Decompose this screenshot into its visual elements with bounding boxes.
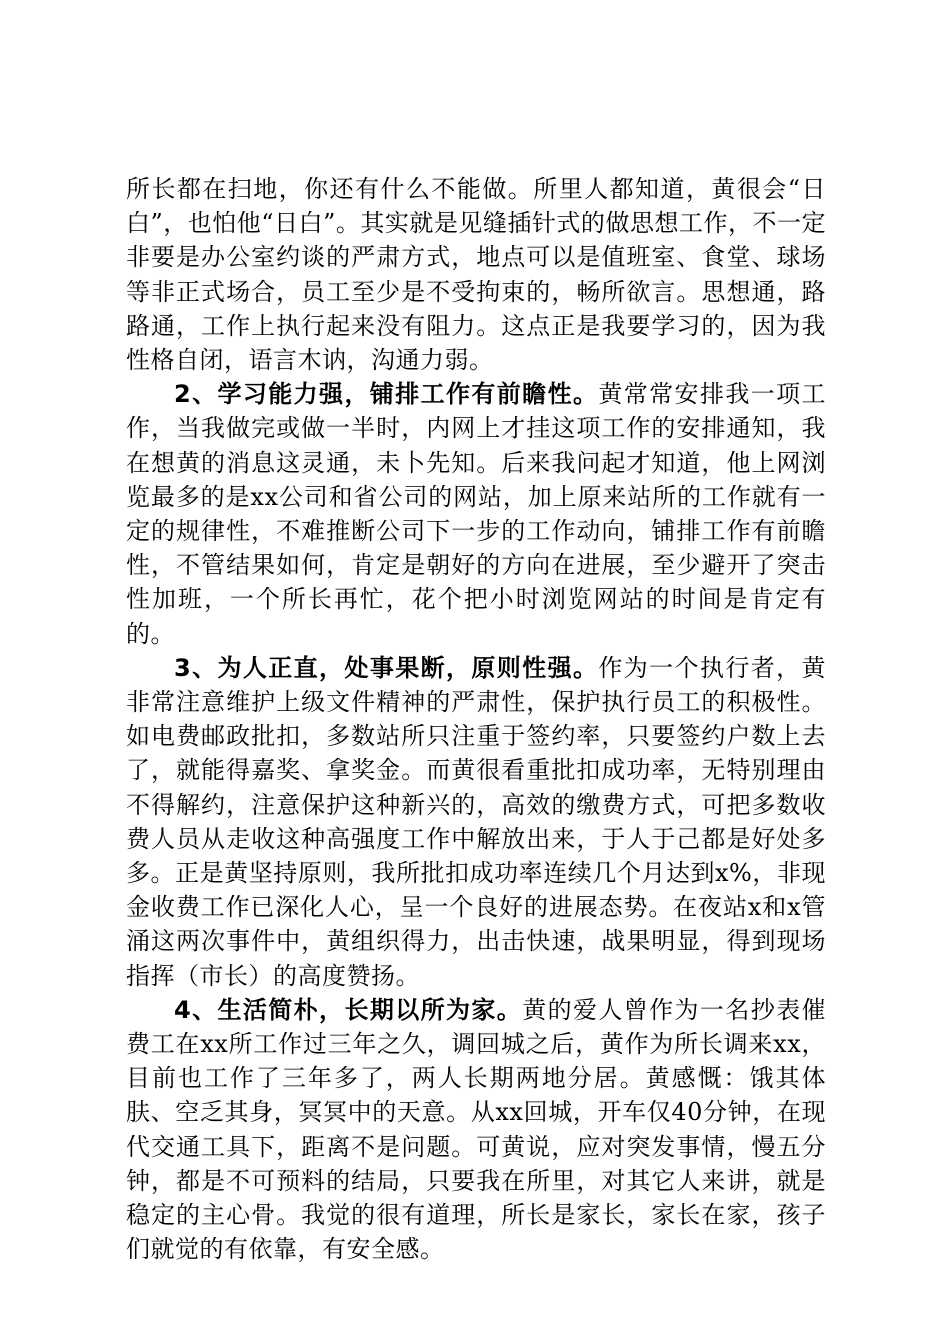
paragraph-text: 作为一个执行者，黄非常注意维护上级文件精神的严肃性，保护执行员工的积极性。如电费邮政批扣，多数站所只注重于签约率，只要签约户数上去了，就能得嘉奖、拿奖金。而黄很看重批扣成功率，无特别理由不得解约，注意保护这种新兴的，高效的缴费方式，可把多数收费人员从走收这种高强度工作中解放出来，于人于己都是好处多多。正是黄坚持原则，我所批扣成功率连续几个月达到x%，非现金收费工作已深化人心，呈一个良好的进展态势。在夜站x和x管涌这两次事件中，黄组织得力，出击快速，战果明显，得到现场指挥（市长）的高度赞扬。 [126,653,827,990]
paragraph-integrity [126,651,826,993]
paragraph-heading: 2、学习能力强，铺排工作有前瞻性。 [174,380,599,409]
paragraph-learning-ability [126,377,826,651]
paragraph-heading: 4、生活简朴，长期以所为家。 [174,995,523,1024]
paragraph-text: 所长都在扫地，你还有什么不能做。所里人都知道，黄很会“日白”，也怕他“日白”。其实就是见缝插针式的做思想工作，不一定非要是办公室约谈的严肃方式，地点可以是值班室、食堂、球场等非正式场合，员工至少是不受拘束的，畅所欲言。思想通，路路通，工作上执行起来没有阻力。这点正是我要学习的，因为我性格自闭，语言木讷，沟通力弱。 [126,175,826,375]
paragraph-text: 黄的爱人曾作为一名抄表催费工在xx所工作过三年之久，调回城之后，黄作为所长调来xx，目前也工作了三年多了，两人长期两地分居。黄感慨：饿其体肤、空乏其身，冥冥中的天意。从xx回城，开车仅40分钟，在现代交通工具下，距离不是问题。可黄说，应对突发事情，慢五分钟，都是不可预料的结局，只要我在所里，对其它人来讲，就是稳定的主心骨。我觉的很有道理，所长是家长，家长在家，孩子们就觉的有依靠，有安全感。 [126,995,826,1264]
paragraph-text: 黄常常安排我一项工作，当我做完或做一半时，内网上才挂这项工作的安排通知，我在想黄的消息这灵通，未卜先知。后来我问起才知道，他上网浏览最多的是xx公司和省公司的网站，加上原来站所的工作就有一定的规律性，不难推断公司下一步的工作动向，铺排工作有前瞻性，不管结果如何，肯定是朝好的方向在进展，至少避开了突击性加班，一个所长再忙，花个把小时浏览网站的时间是肯定有的。 [126,380,827,648]
document-body [126,172,826,1267]
paragraph-continuation [126,172,826,377]
paragraph-simple-life [126,993,826,1267]
paragraph-heading: 3、为人正直，处事果断，原则性强。 [174,653,599,682]
